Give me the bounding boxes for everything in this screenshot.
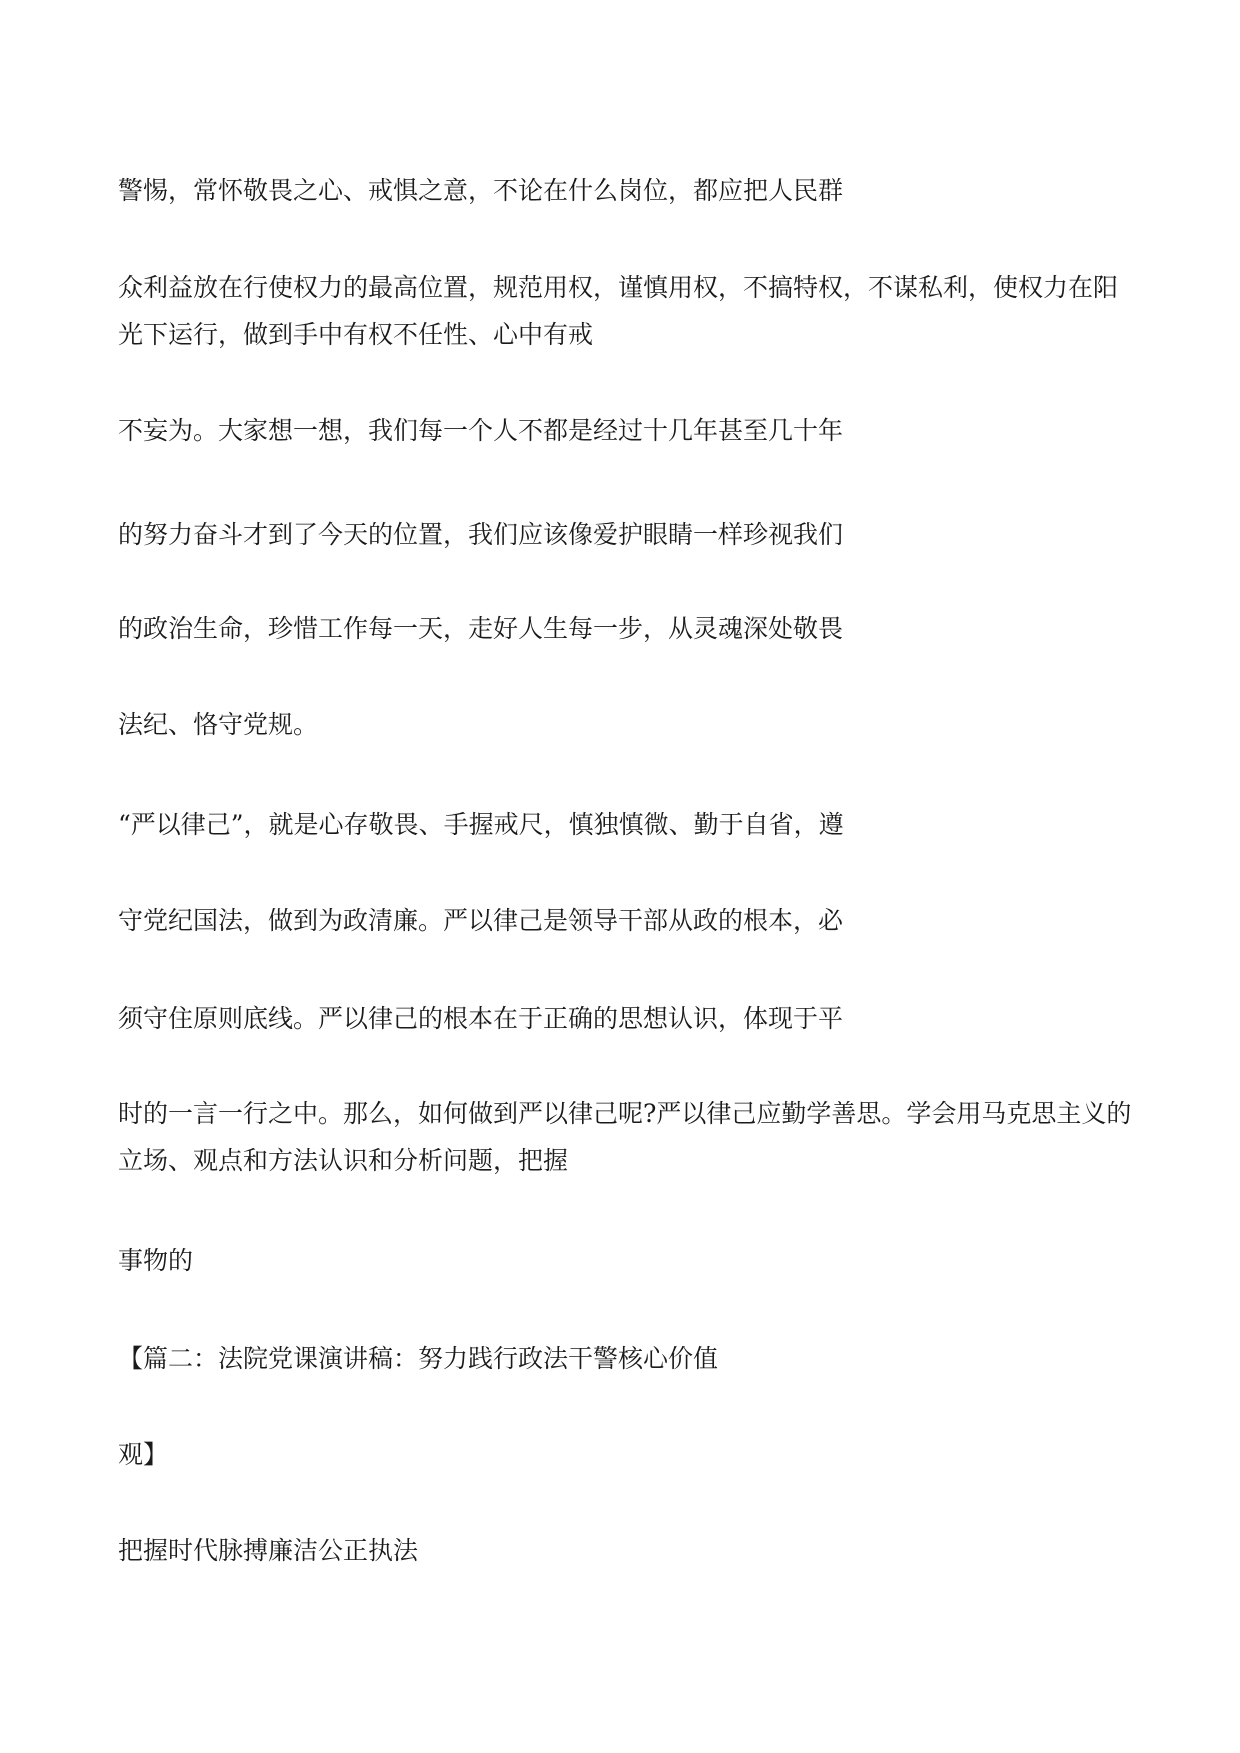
section-heading: 【篇二：法院党课演讲稿：努力践行政法干警核心价值 [118, 1344, 719, 1373]
paragraph-line: 警惕，常怀敬畏之心、戒惧之意，不论在什么岗位，都应把人民群 [118, 176, 844, 205]
paragraph-line: 须守住原则底线。严以律己的根本在于正确的思想认识，体现于平 [118, 1004, 844, 1033]
paragraph-line: 时的一言一行之中。那么，如何做到严以律己呢?严以律己应勤学善思。学会用马克思主义的立场、观点和方法认识和分析问题，把握 [118, 1099, 1132, 1175]
paragraph-line: 守党纪国法，做到为政清廉。严以律己是领导干部从政的根本，必 [118, 906, 844, 935]
paragraph-line: 不妄为。大家想一想，我们每一个人不都是经过十几年甚至几十年 [118, 416, 844, 445]
paragraph-line: 把握时代脉搏廉洁公正执法 [118, 1536, 419, 1565]
paragraph-line: “严以律己”，就是心存敬畏、手握戒尺，慎独慎微、勤于自省，遵 [118, 810, 844, 839]
paragraph-line: 事物的 [118, 1246, 194, 1275]
paragraph-line: 的努力奋斗才到了今天的位置，我们应该像爱护眼睛一样珍视我们 [118, 520, 844, 549]
paragraph-line: 的政治生命，珍惜工作每一天，走好人生每一步，从灵魂深处敬畏 [118, 614, 844, 643]
section-heading-continued: 观】 [118, 1440, 169, 1469]
paragraph-line: 法纪、恪守党规。 [118, 710, 319, 739]
paragraph-line: 众利益放在行使权力的最高位置，规范用权，谨慎用权，不搞特权，不谋私利，使权力在阳光下运行，做到手中有权不任性、心中有戒 [118, 273, 1119, 349]
